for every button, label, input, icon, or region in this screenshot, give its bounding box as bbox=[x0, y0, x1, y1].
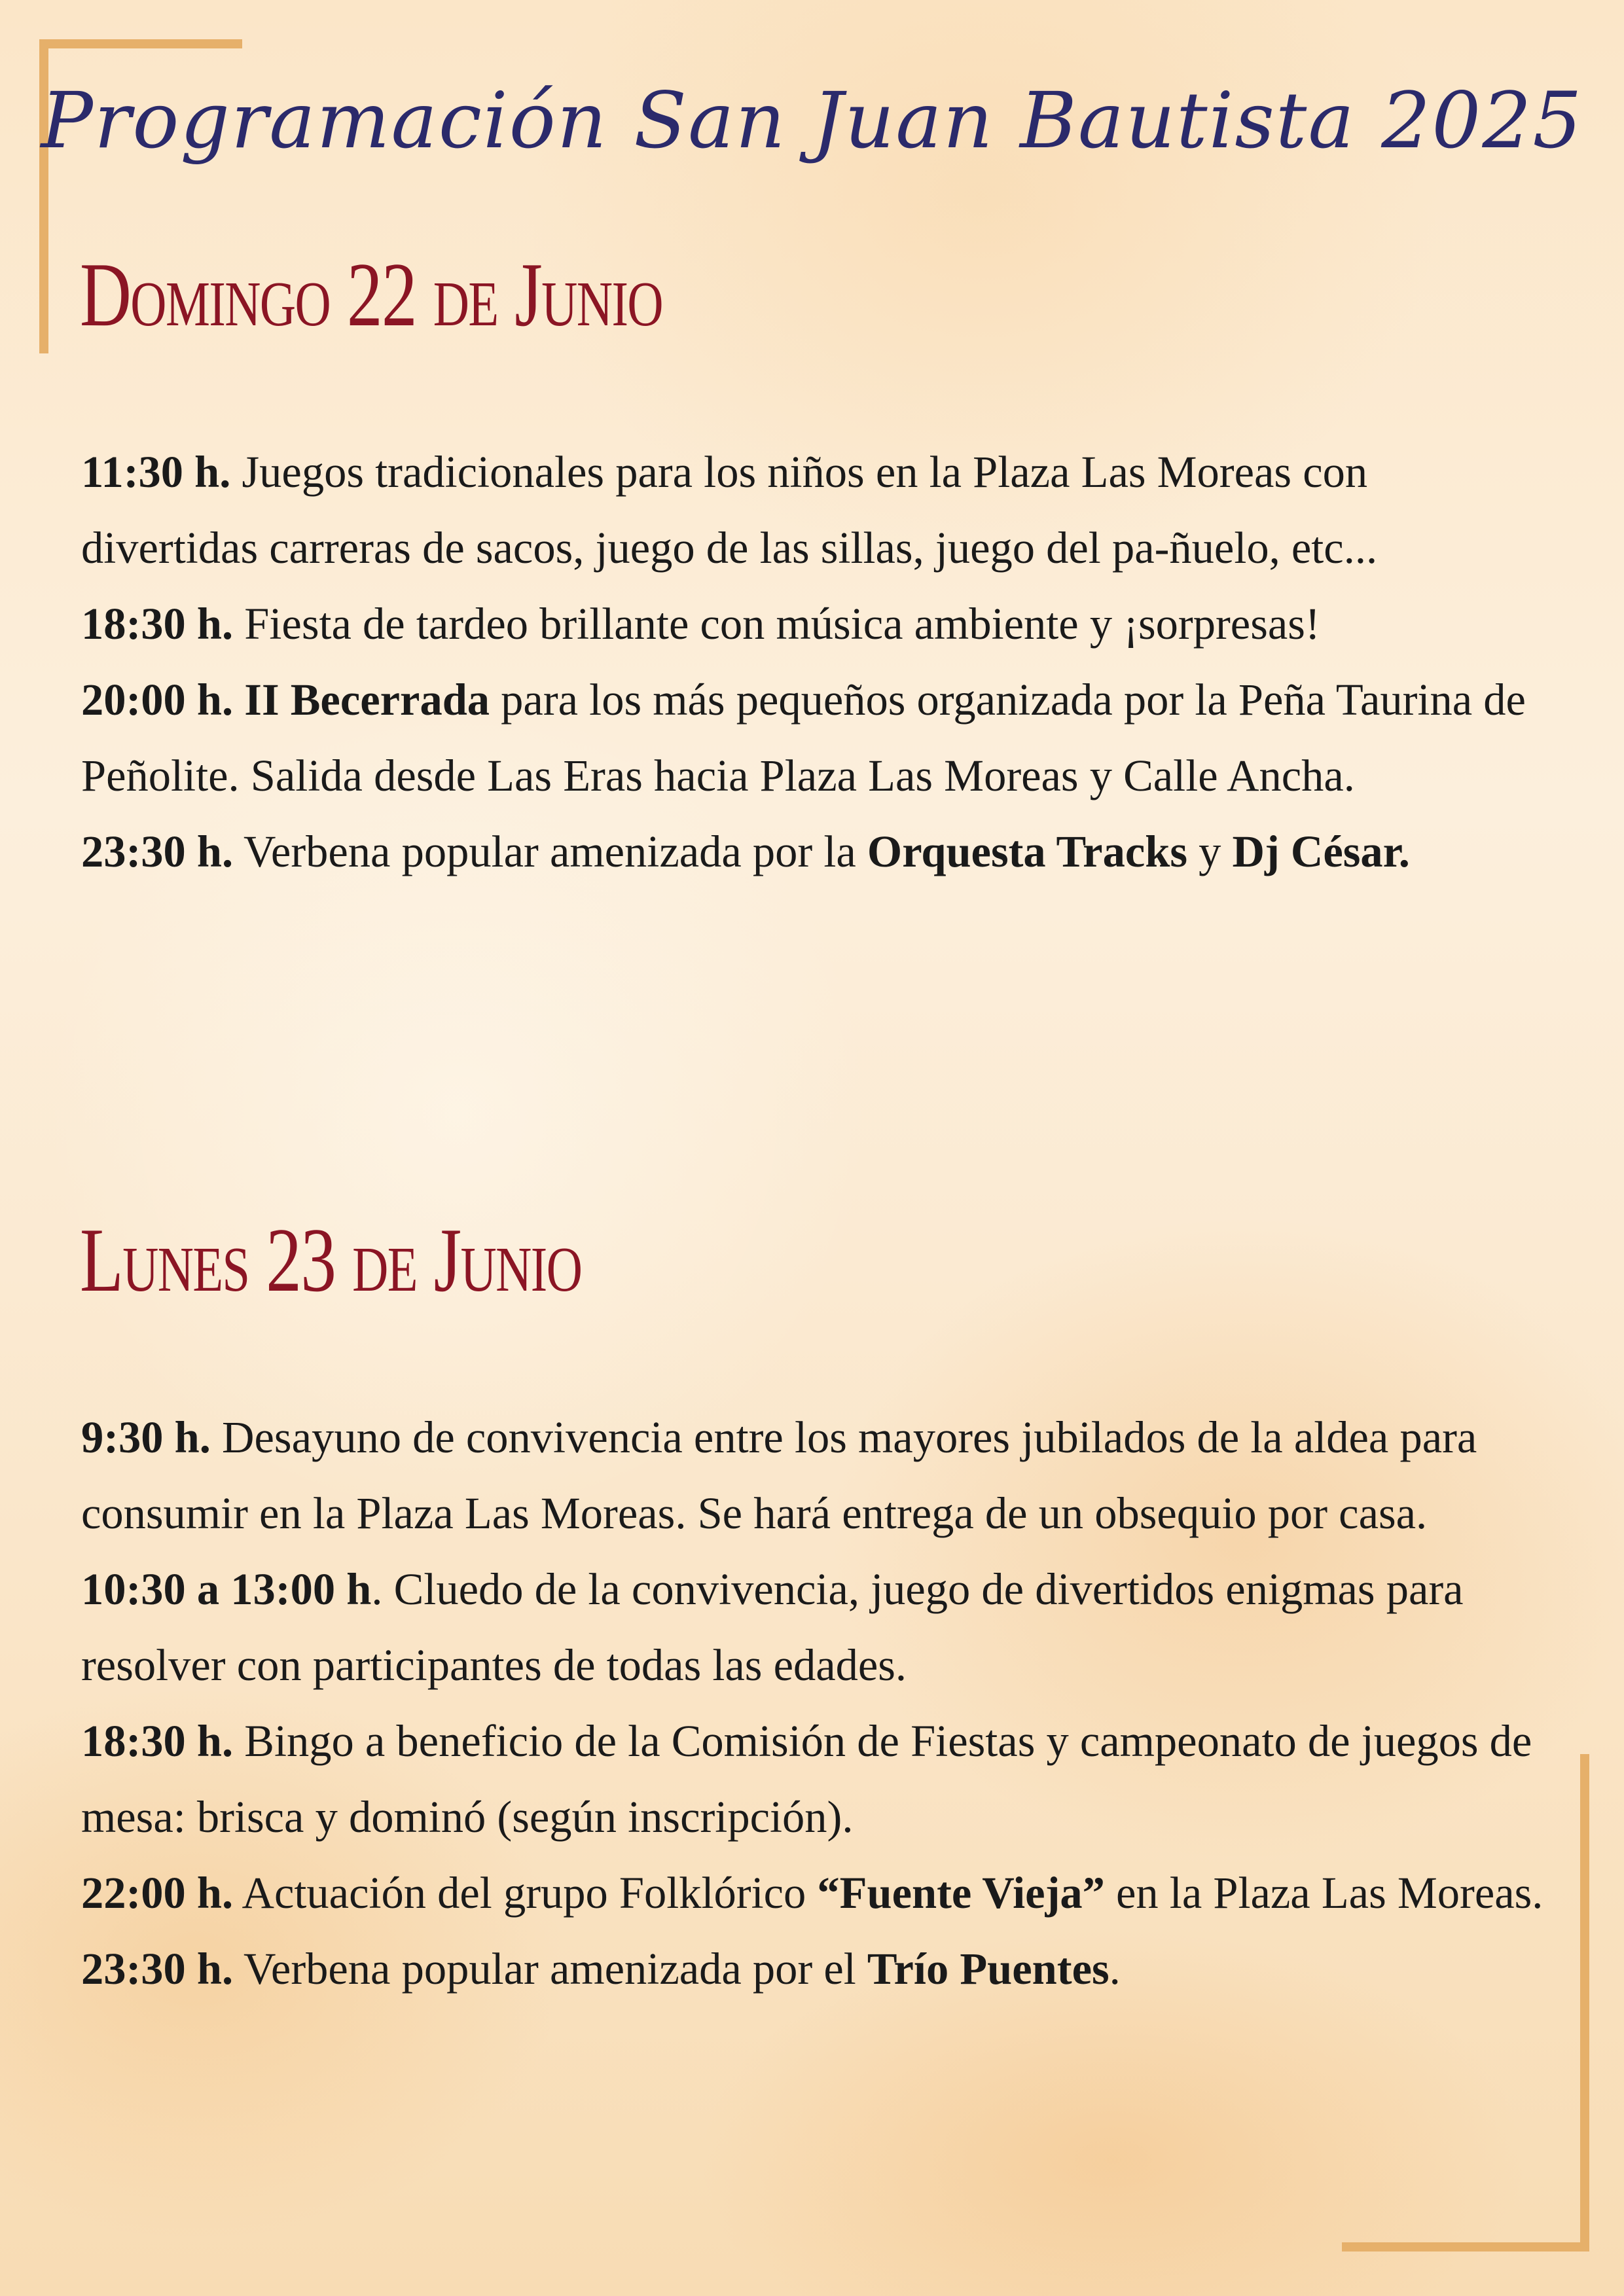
event-time: 11:30 h. bbox=[81, 447, 231, 497]
event-item bbox=[81, 1855, 1547, 1931]
event-highlight: II Becerrada bbox=[244, 675, 490, 725]
event-description: Actuación del grupo Folklórico bbox=[233, 1868, 818, 1918]
event-description-continued: en la Plaza Las Moreas. bbox=[1104, 1868, 1543, 1918]
event-time: 9:30 h. bbox=[81, 1412, 211, 1462]
day-heading-sunday: Domingo 22 de Junio bbox=[80, 244, 663, 346]
event-time: 20:00 h. bbox=[81, 675, 234, 725]
frame-corner-bottom-right bbox=[1580, 1754, 1589, 2251]
event-time: 10:30 a 13:00 h bbox=[81, 1564, 372, 1614]
event-highlight: “Fuente Vieja” bbox=[817, 1868, 1105, 1918]
event-item bbox=[81, 434, 1547, 586]
frame-corner-bottom-right-bar bbox=[1342, 2242, 1589, 2251]
event-time: 18:30 h. bbox=[81, 1716, 234, 1766]
frame-corner-top-left-bar bbox=[39, 39, 242, 48]
event-item bbox=[81, 814, 1547, 889]
event-description: Desayuno de convivencia entre los mayores jubilados de la aldea para consumir en la Plaza Las Moreas. Se hará entrega de un obsequio por casa. bbox=[81, 1412, 1477, 1538]
event-item bbox=[81, 1551, 1547, 1703]
event-description: Verbena popular amenizada por el bbox=[233, 1944, 867, 1994]
event-description: Bingo a beneficio de la Comisión de Fiestas y campeonato de juegos de mesa: brisca y dominó (según inscripción). bbox=[81, 1716, 1532, 1842]
event-item bbox=[81, 1931, 1547, 2007]
event-item bbox=[81, 586, 1547, 662]
event-time: 23:30 h. bbox=[81, 827, 234, 876]
event-description: Fiesta de tardeo brillante con música ambiente y ¡sorpresas! bbox=[233, 599, 1320, 649]
event-list-monday bbox=[81, 1399, 1547, 2007]
page-title: Programación San Juan Bautista 2025 bbox=[41, 75, 1583, 166]
event-time: 23:30 h. bbox=[81, 1944, 234, 1994]
event-description-continued: y bbox=[1187, 827, 1233, 876]
event-description: para los más pequeños organizada por la Peña Taurina de Peñolite. Salida desde Las Eras hacia Plaza Las Moreas y Calle Ancha. bbox=[81, 675, 1526, 800]
event-description: Verbena popular amenizada por la bbox=[233, 827, 867, 876]
event-description: Juegos tradicionales para los niños en la Plaza Las Moreas con divertidas carreras de sacos, juego de las sillas, juego del pa-ñuelo, etc... bbox=[81, 447, 1378, 573]
event-time: 18:30 h. bbox=[81, 599, 234, 649]
event-highlight: Trío Puentes bbox=[867, 1944, 1110, 1994]
event-item bbox=[81, 1703, 1547, 1855]
event-highlight: Orquesta Tracks bbox=[867, 827, 1187, 876]
event-description: . Cluedo de la convivencia, juego de divertidos enigmas para resolver con participantes de todas las edades. bbox=[81, 1564, 1464, 1690]
event-highlight-secondary: Dj César. bbox=[1232, 827, 1410, 876]
event-item bbox=[81, 1399, 1547, 1551]
event-description-continued: . bbox=[1109, 1944, 1121, 1994]
event-list-sunday bbox=[81, 434, 1547, 889]
event-item bbox=[81, 662, 1547, 814]
event-time: 22:00 h. bbox=[81, 1868, 234, 1918]
day-heading-monday: Lunes 23 de Junio bbox=[80, 1210, 582, 1311]
